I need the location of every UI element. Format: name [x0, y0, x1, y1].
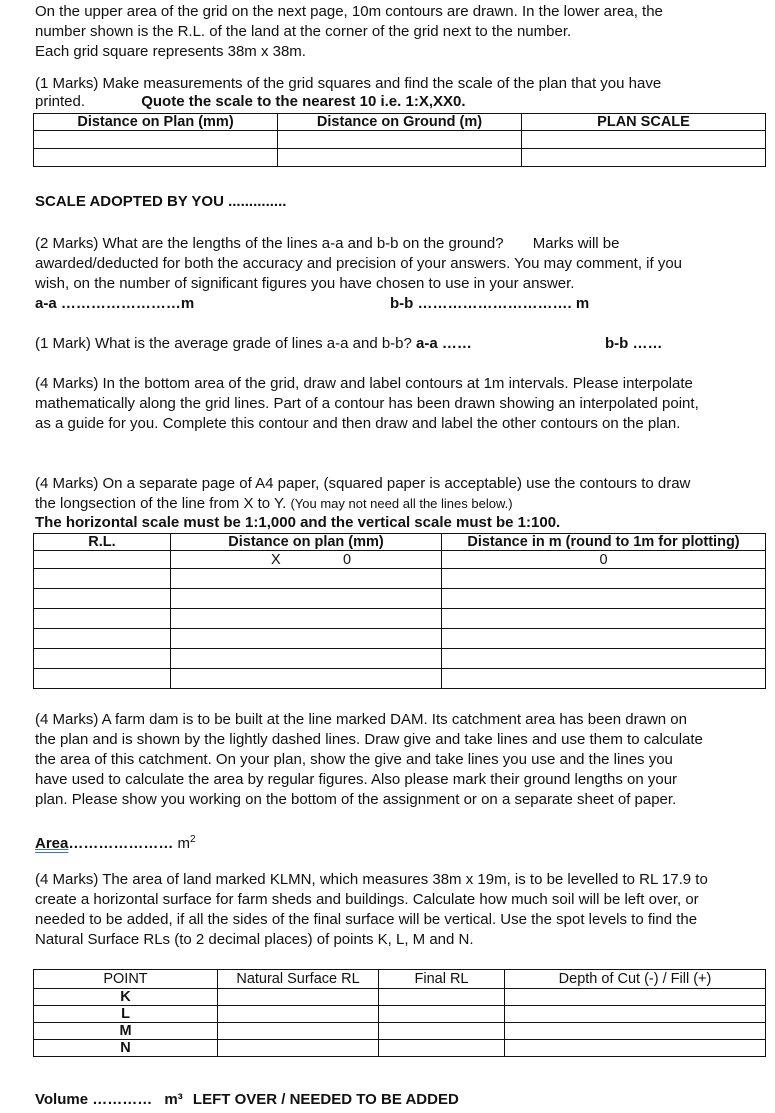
q3-text: (1 Mark) What is the average grade of lines a-a and b-b?: [35, 335, 412, 352]
plan-distance-cell[interactable]: [171, 669, 442, 689]
plan-distance-cell[interactable]: [171, 629, 442, 649]
header-cut-fill: Depth of Cut (-) / Fill (+): [505, 970, 766, 989]
metre-distance-cell[interactable]: [442, 649, 766, 669]
rl-cell[interactable]: [34, 551, 171, 569]
header-natural-surface-rl: Natural Surface RL: [218, 970, 379, 989]
q6-line-1: (4 Marks) A farm dam is to be built at the line marked DAM. Its catchment area has been drawn on: [35, 711, 687, 728]
volume-tail: LEFT OVER / NEEDED TO BE ADDED: [192, 1091, 459, 1108]
natural-rl-cell[interactable]: [218, 1040, 379, 1057]
question-4: [35, 374, 763, 434]
q2-answers: [35, 294, 763, 314]
rl-cell[interactable]: [34, 569, 171, 589]
q2-line-1: (2 Marks) What are the lengths of the lines a-a and b-b on the ground? Marks will be: [35, 235, 620, 252]
header-ground-distance: Distance on Ground (m): [278, 114, 522, 131]
ground-distance-cell[interactable]: [278, 131, 522, 149]
q7-line-3: needed to be added, if all the sides of the final surface will be vertical. Use the spot levels to find the: [35, 911, 698, 928]
cut-fill-cell[interactable]: [505, 1023, 766, 1040]
volume-label: Volume …………: [35, 1091, 153, 1108]
q1-line-1: (1 Marks) Make measurements of the grid squares and find the scale of the plan that you have: [35, 75, 662, 92]
header-rl: R.L.: [34, 534, 171, 551]
q5-line-3: The horizontal scale must be 1:1,000 and the vertical scale must be 1:100.: [35, 514, 561, 531]
q4-line-3: as a guide for you. Complete this contour and then draw and label the other contours on the plan.: [35, 415, 681, 432]
q7-line-4: Natural Surface RLs (to 2 decimal places) of points K, L, M and N.: [35, 931, 474, 948]
bb-length-answer: b-b …………………………. m: [390, 295, 590, 312]
q4-line-1: (4 Marks) In the bottom area of the grid, draw and label contours at 1m intervals. Please interpolate: [35, 375, 693, 392]
question-3: [35, 334, 763, 354]
aa-grade-answer: a-a ……: [416, 335, 472, 352]
cut-fill-cell[interactable]: [505, 1040, 766, 1057]
area-dots: …………………: [68, 835, 174, 852]
header-point: POINT: [34, 970, 218, 989]
q6-line-3: the area of this catchment. On your plan, show the give and take lines you use and the lines you: [35, 751, 673, 768]
natural-rl-cell[interactable]: [218, 1006, 379, 1023]
plan-distance-zero: 0: [343, 552, 352, 568]
metre-distance-cell[interactable]: 0: [442, 551, 766, 569]
area-unit: m: [177, 835, 191, 852]
point-k: K: [34, 989, 218, 1006]
header-metre-distance: Distance in m (round to 1m for plotting): [442, 534, 766, 551]
point-x-label: X: [271, 552, 281, 568]
q2-line-3: wish, on the number of significant figures you have chosen to use in your answer.: [35, 275, 575, 292]
cut-fill-cell[interactable]: [505, 989, 766, 1006]
rl-cell[interactable]: [34, 609, 171, 629]
intro-paragraph: [35, 2, 763, 62]
question-6: [35, 710, 763, 810]
q5-line-2: the longsection of the line from X to Y. (You may not need all the lines below.): [35, 495, 513, 512]
q7-line-1: (4 Marks) The area of land marked KLMN, which measures 38m x 19m, is to be levelled to RL 17.9 to: [35, 871, 708, 888]
cut-fill-table: [33, 969, 766, 1057]
plan-scale-table: [33, 113, 766, 167]
intro-line-2: number shown is the R.L. of the land at the corner of the grid next to the number.: [35, 23, 572, 40]
volume-answer-line: [35, 1090, 763, 1110]
longsection-table: [33, 533, 766, 689]
final-rl-cell[interactable]: [379, 989, 505, 1006]
q6-line-4: have used to calculate the area by regular figures. Also please mark their ground lengths on your: [35, 771, 678, 788]
plan-scale-cell[interactable]: [522, 131, 766, 149]
final-rl-cell[interactable]: [379, 1006, 505, 1023]
volume-unit: m³: [164, 1091, 183, 1108]
point-m: M: [34, 1023, 218, 1040]
bb-grade-answer: b-b ……: [605, 335, 663, 352]
point-n: N: [34, 1040, 218, 1057]
metre-distance-cell[interactable]: [442, 609, 766, 629]
rl-cell[interactable]: [34, 629, 171, 649]
plan-distance-cell[interactable]: [34, 131, 278, 149]
q1-line-2: printed. Quote the scale to the nearest 10 i.e. 1:X,XX0.: [35, 93, 466, 110]
header-plan-distance: Distance on plan (mm): [171, 534, 442, 551]
ground-distance-cell[interactable]: [278, 149, 522, 167]
q7-line-2: create a horizontal surface for farm sheds and buildings. Calculate how much soil will be left over, or: [35, 891, 699, 908]
metre-distance-cell[interactable]: [442, 569, 766, 589]
rl-cell[interactable]: [34, 649, 171, 669]
question-1: [35, 74, 763, 110]
rl-cell[interactable]: [34, 589, 171, 609]
cut-fill-cell[interactable]: [505, 1006, 766, 1023]
point-l: L: [34, 1006, 218, 1023]
aa-length-answer: a-a ……………………m: [35, 295, 195, 312]
plan-distance-cell[interactable]: [171, 609, 442, 629]
scale-adopted-line: SCALE ADOPTED BY YOU ..............: [35, 193, 287, 210]
plan-distance-cell[interactable]: [34, 149, 278, 167]
area-label: Area: [35, 835, 69, 852]
question-5: [35, 474, 763, 532]
q5-line-1: (4 Marks) On a separate page of A4 paper, (squared paper is acceptable) use the contours to draw: [35, 475, 691, 492]
plan-distance-cell[interactable]: [171, 649, 442, 669]
plan-scale-cell[interactable]: [522, 149, 766, 167]
rl-cell[interactable]: [34, 669, 171, 689]
q6-line-2: the plan and is shown by the lightly dashed lines. Draw give and take lines and use them to calculate: [35, 731, 703, 748]
intro-line-1: On the upper area of the grid on the next page, 10m contours are drawn. In the lower area, the: [35, 3, 663, 20]
metre-distance-cell[interactable]: [442, 669, 766, 689]
q4-line-2: mathematically along the grid lines. Part of a contour has been drawn showing an interpolated point,: [35, 395, 699, 412]
header-final-rl: Final RL: [379, 970, 505, 989]
header-plan-scale: PLAN SCALE: [522, 114, 766, 131]
question-7: [35, 870, 763, 950]
metre-distance-cell[interactable]: [442, 589, 766, 609]
area-unit-superscript: 2: [190, 834, 196, 845]
plan-distance-cell[interactable]: [171, 589, 442, 609]
q6-line-5: plan. Please show you working on the bottom of the assignment or on a separate sheet of paper.: [35, 791, 677, 808]
natural-rl-cell[interactable]: [218, 1023, 379, 1040]
area-answer-line: [35, 830, 763, 854]
natural-rl-cell[interactable]: [218, 989, 379, 1006]
final-rl-cell[interactable]: [379, 1023, 505, 1040]
header-plan-distance: Distance on Plan (mm): [34, 114, 278, 131]
plan-distance-cell[interactable]: [171, 569, 442, 589]
intro-line-3: Each grid square represents 38m x 38m.: [35, 43, 306, 60]
final-rl-cell[interactable]: [379, 1040, 505, 1057]
metre-distance-cell[interactable]: [442, 629, 766, 649]
question-2: [35, 234, 763, 314]
q2-line-2: awarded/deducted for both the accuracy and precision of your answers. You may comment, if you: [35, 255, 683, 272]
q1-scale-instruction: Quote the scale to the nearest 10 i.e. 1:X,XX0.: [141, 93, 466, 110]
plan-distance-cell[interactable]: [171, 551, 442, 569]
